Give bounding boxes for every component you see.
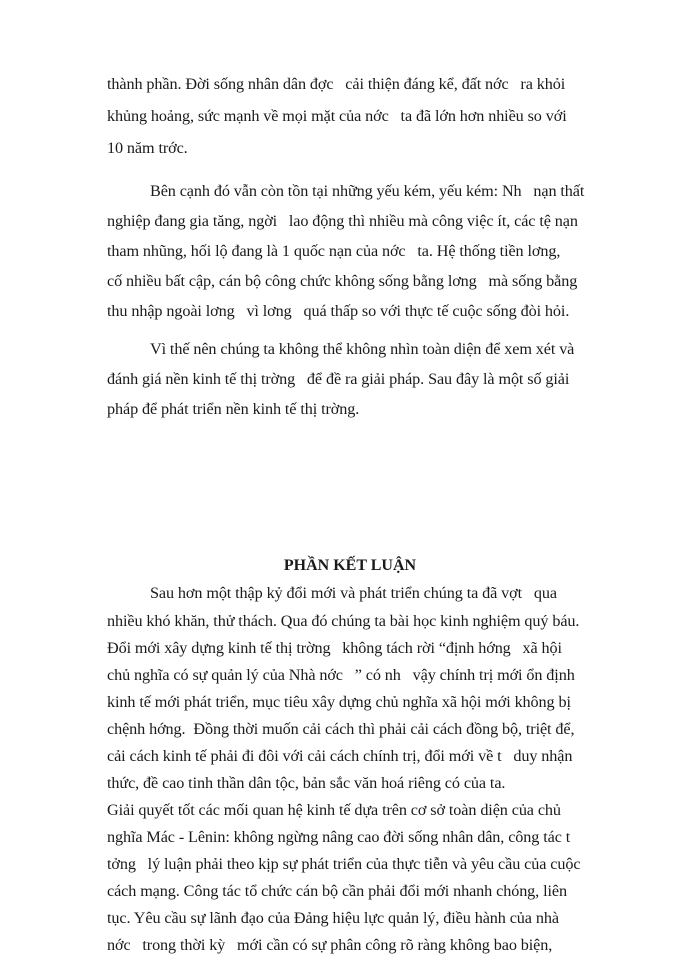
text-line: cố nhiều bất cập, cán bộ công chức không sống bằng lơng mà sống bằng xyxy=(107,272,578,290)
text-line: Giải quyết tốt các mối quan hệ kinh tế dựa trên cơ sở toàn diện của chủ xyxy=(107,801,561,819)
text-line: Vì thế nên chúng ta không thể không nhìn toàn diện để xem xét và xyxy=(150,340,575,358)
text-line: thành phần. Đời sống nhân dân đợc cải thiện đáng kể, đất nớc ra khỏi xyxy=(107,75,566,93)
text-line: nghĩa Mác - Lênin: không ngừng nâng cao đời sống nhân dân, công tác t xyxy=(107,828,571,846)
text-line: nhiều khó khăn, thử thách. Qua đó chúng ta bài học kinh nghiệm quý báu. xyxy=(107,612,580,630)
text-line: cách mạng. Công tác tổ chức cán bộ cần phải đổi mới nhanh chóng, liên xyxy=(107,882,567,900)
text-line: chủ nghĩa có sự quản lý của Nhà nớc ” có nh vậy chính trị mới ổn định xyxy=(107,666,575,684)
text-line: tham nhũng, hối lộ đang là 1 quốc nạn của nớc ta. Hệ thống tiền lơng, xyxy=(107,242,561,260)
text-line: nớc trong thời kỳ mới cần có sự phân công rõ ràng không bao biện, xyxy=(107,936,553,954)
text-line: pháp để phát triển nền kinh tế thị trờng. xyxy=(107,400,360,418)
text-line: đánh giá nền kinh tế thị trờng để đề ra giải pháp. Sau đây là một số giải xyxy=(107,370,570,388)
text-line: tục. Yêu cầu sự lãnh đạo của Đảng hiệu lực quản lý, điều hành của nhà xyxy=(107,909,559,927)
text-line: 10 năm trớc. xyxy=(107,139,188,157)
text-line: cải cách kinh tế phải đi đôi với cải cách chính trị, đổi mới về t duy nhận xyxy=(107,747,573,765)
text-line: thức, đề cao tinh thần dân tộc, bản sắc văn hoá riêng có của ta. xyxy=(107,774,506,792)
text-line: khủng hoảng, sức mạnh về mọi mặt của nớc ta đã lớn hơn nhiều so với xyxy=(107,107,567,125)
text-line: chệnh hớng. Đồng thời muốn cải cách thì phải cải cách đồng bộ, triệt để, xyxy=(107,720,575,738)
text-line: Đổi mới xây dựng kinh tế thị trờng không tách rời “định hớng xã hội xyxy=(107,639,562,657)
text-line: Bên cạnh đó vẫn còn tồn tại những yếu kém, yếu kém: Nh nạn thất xyxy=(150,182,585,200)
text-line: kinh tế mới phát triển, mục tiêu xây dựng chủ nghĩa xã hội mới không bị xyxy=(107,693,571,711)
section-heading: PHẦN KẾT LUẬN xyxy=(283,557,417,574)
text-line: tởng lý luận phải theo kịp sự phát triển của thực tiễn và yêu cầu của cuộc xyxy=(107,855,581,873)
text-line: Sau hơn một thập kỷ đổi mới và phát triển chúng ta đã vợt qua xyxy=(150,584,557,602)
text-line: thu nhập ngoài lơng vì lơng quá thấp so với thực tế cuộc sống đòi hỏi. xyxy=(107,302,570,320)
text-line: nghiệp đang gia tăng, ngời lao động thì nhiều mà công việc ít, các tệ nạn xyxy=(107,212,578,230)
